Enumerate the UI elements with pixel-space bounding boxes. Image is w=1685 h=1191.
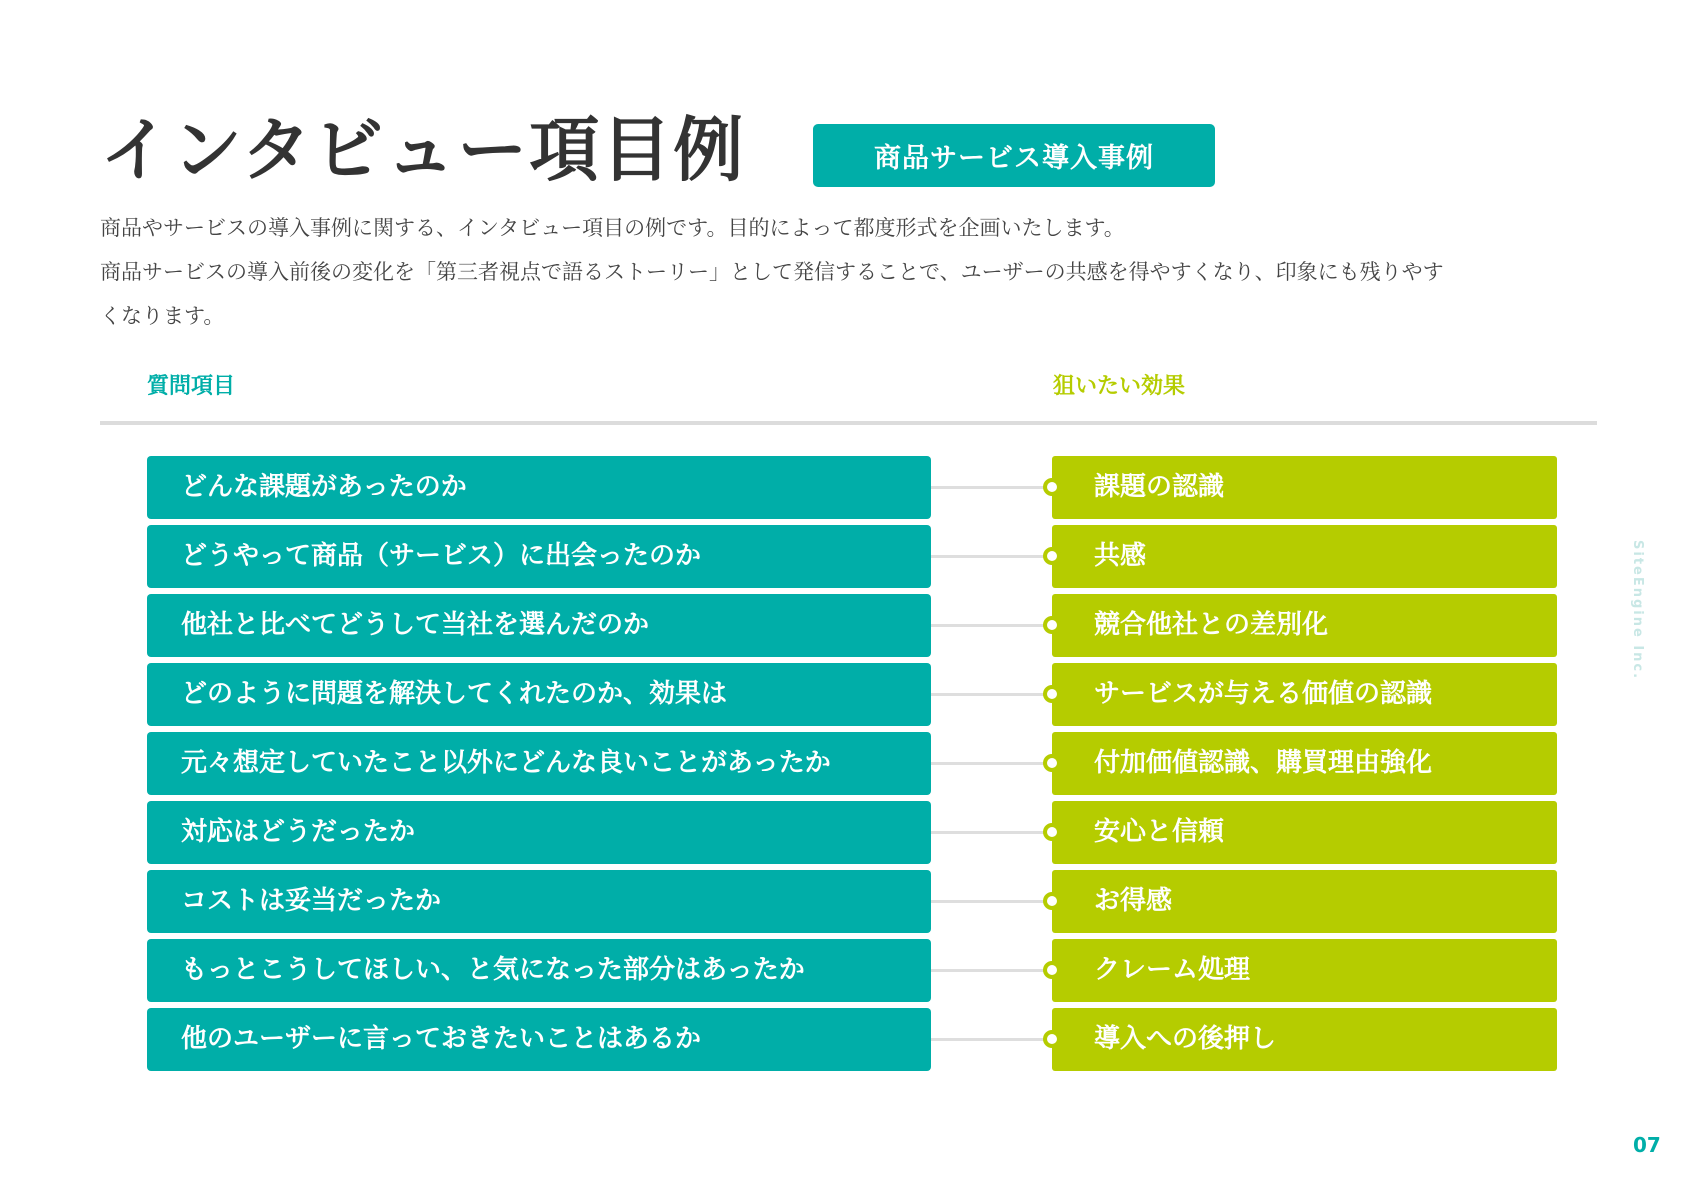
effect-box: 付加価値認識、購買理由強化 bbox=[1052, 732, 1557, 795]
question-box: どのように問題を解決してくれたのか、効果は bbox=[147, 663, 931, 726]
effect-box: サービスが与える価値の認識 bbox=[1052, 663, 1557, 726]
description-line: 商品サービスの導入前後の変化を「第三者視点で語るストーリー」として発信することで、ユーザーの共感を得やすくなり、印象にも残りやす bbox=[100, 260, 1444, 284]
connector-line bbox=[931, 762, 1056, 765]
connector-line bbox=[931, 969, 1056, 972]
question-box: 対応はどうだったか bbox=[147, 801, 931, 864]
effect-box: お得感 bbox=[1052, 870, 1557, 933]
header-divider bbox=[100, 421, 1597, 425]
column-header-questions: 質問項目 bbox=[147, 374, 236, 399]
effect-box: 導入への後押し bbox=[1052, 1008, 1557, 1071]
table-row bbox=[147, 456, 1557, 519]
question-box: どうやって商品（サービス）に出会ったのか bbox=[147, 525, 931, 588]
table-row bbox=[147, 732, 1557, 795]
connector-dot bbox=[1043, 961, 1061, 979]
table-row bbox=[147, 594, 1557, 657]
connector-dot bbox=[1043, 685, 1061, 703]
effect-box: 安心と信頼 bbox=[1052, 801, 1557, 864]
column-header-effects: 狙いたい効果 bbox=[1053, 374, 1186, 399]
effect-box: 課題の認識 bbox=[1052, 456, 1557, 519]
effect-box: 共感 bbox=[1052, 525, 1557, 588]
page-title: インタビュー項目例 bbox=[100, 109, 746, 191]
connector-dot bbox=[1043, 547, 1061, 565]
question-box: もっとこうしてほしい、と気になった部分はあったか bbox=[147, 939, 931, 1002]
page-number: 07 bbox=[1633, 1133, 1661, 1157]
question-box: 他社と比べてどうして当社を選んだのか bbox=[147, 594, 931, 657]
interview-table bbox=[147, 456, 1557, 1077]
connector-dot bbox=[1043, 754, 1061, 772]
connector-dot bbox=[1043, 823, 1061, 841]
connector-line bbox=[931, 831, 1056, 834]
table-row bbox=[147, 939, 1557, 1002]
connector-dot bbox=[1043, 616, 1061, 634]
connector-line bbox=[931, 693, 1056, 696]
connector-line bbox=[931, 486, 1056, 489]
effect-box: クレーム処理 bbox=[1052, 939, 1557, 1002]
question-box: 他のユーザーに言っておきたいことはあるか bbox=[147, 1008, 931, 1071]
description bbox=[100, 206, 1600, 338]
effect-box: 競合他社との差別化 bbox=[1052, 594, 1557, 657]
connector-line bbox=[931, 555, 1056, 558]
table-row bbox=[147, 801, 1557, 864]
table-row bbox=[147, 525, 1557, 588]
connector-line bbox=[931, 1038, 1056, 1041]
connector-line bbox=[931, 624, 1056, 627]
connector-line bbox=[931, 900, 1056, 903]
connector-dot bbox=[1043, 892, 1061, 910]
category-tag: 商品サービス導入事例 bbox=[813, 124, 1215, 187]
company-watermark: SiteEngine Inc. bbox=[1630, 540, 1645, 681]
connector-dot bbox=[1043, 478, 1061, 496]
table-row bbox=[147, 663, 1557, 726]
question-box: コストは妥当だったか bbox=[147, 870, 931, 933]
description-line: くなります。 bbox=[100, 304, 225, 328]
question-box: 元々想定していたこと以外にどんな良いことがあったか bbox=[147, 732, 931, 795]
connector-dot bbox=[1043, 1030, 1061, 1048]
table-row bbox=[147, 1008, 1557, 1071]
table-row bbox=[147, 870, 1557, 933]
question-box: どんな課題があったのか bbox=[147, 456, 931, 519]
description-line: 商品やサービスの導入事例に関する、インタビュー項目の例です。目的によって都度形式を企画いたします。 bbox=[100, 216, 1125, 240]
